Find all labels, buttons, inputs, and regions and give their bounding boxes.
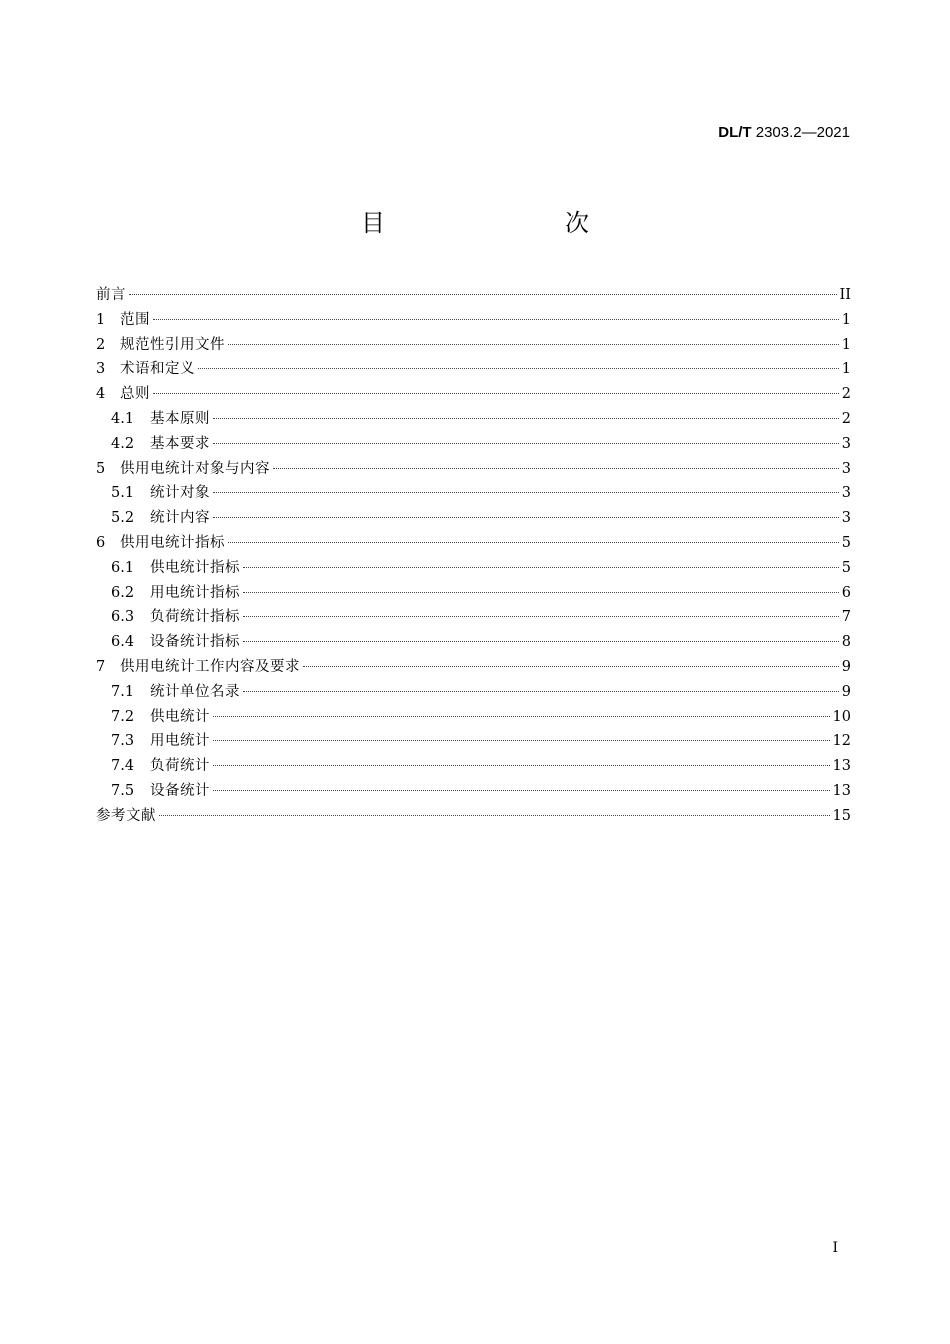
toc-entry-label: 基本要求	[150, 435, 210, 452]
toc-entry-label: 基本原则	[150, 410, 210, 427]
toc-entry[interactable]	[96, 605, 851, 630]
toc-dot-leader	[153, 393, 839, 394]
toc-entry-page: 9	[841, 658, 851, 675]
toc-entry-label: 供电统计	[150, 708, 210, 725]
toc-dot-leader	[243, 641, 839, 642]
toc-dot-leader	[153, 319, 839, 320]
toc-entry-label: 参考文献	[96, 807, 156, 824]
toc-entry-page: 10	[832, 708, 851, 725]
toc-entry-label: 设备统计	[150, 782, 210, 799]
toc-entry-page: 7	[841, 609, 851, 626]
toc-entry[interactable]	[96, 481, 851, 506]
toc-dot-leader	[159, 815, 830, 816]
standard-code-prefix: DL/T	[718, 124, 752, 141]
toc-entry-number: 7.5	[111, 782, 135, 799]
toc-entry-label: 范围	[120, 311, 150, 328]
toc-entry[interactable]	[96, 308, 851, 333]
toc-entry-page: 6	[841, 584, 851, 601]
toc-entry-number: 2	[96, 336, 106, 353]
toc-entry-number: 6.1	[111, 559, 135, 576]
toc-entry-number: 4.1	[111, 410, 135, 427]
toc-entry-label: 负荷统计	[150, 758, 210, 775]
toc-dot-leader	[213, 517, 839, 518]
toc-entry[interactable]	[96, 754, 851, 779]
toc-entry-number: 4.2	[111, 435, 135, 452]
toc-entry-number: 6.4	[111, 634, 135, 651]
toc-dot-leader	[213, 492, 839, 493]
toc-entry[interactable]	[96, 407, 851, 432]
toc-entry-label: 前言	[96, 287, 126, 303]
toc-entry[interactable]	[96, 705, 851, 730]
toc-entry-page: 5	[841, 559, 851, 576]
toc-entry-number: 6.3	[111, 609, 135, 626]
toc-entry-label: 供用电统计指标	[120, 534, 225, 551]
toc-entry-label: 供用电统计对象与内容	[120, 460, 270, 477]
toc-entry[interactable]	[96, 357, 851, 382]
toc-entry[interactable]	[96, 333, 851, 358]
toc-dot-leader	[129, 294, 837, 295]
toc-entry-label: 总则	[120, 386, 150, 403]
toc-entry-number: 6	[96, 534, 106, 551]
toc-entry-page: 3	[841, 435, 851, 452]
toc-entry-label: 负荷统计指标	[150, 609, 240, 626]
toc-entry-page: 13	[832, 758, 851, 775]
toc-entry-page: 1	[841, 311, 851, 328]
toc-entry-label: 统计单位名录	[150, 683, 240, 700]
toc-dot-leader	[243, 616, 839, 617]
toc-entry-label: 用电统计	[150, 733, 210, 750]
toc-dot-leader	[213, 765, 830, 766]
toc-dot-leader	[228, 344, 839, 345]
toc-entry-number: 1	[96, 311, 106, 328]
toc-entry[interactable]	[96, 655, 851, 680]
toc-entry-number: 3	[96, 361, 106, 378]
toc-entry[interactable]	[96, 804, 851, 829]
toc-entry-page: 1	[841, 361, 851, 378]
toc-dot-leader	[303, 666, 839, 667]
toc-entry-number: 7.4	[111, 758, 135, 775]
toc-entry[interactable]	[96, 531, 851, 556]
toc-entry-page: 3	[841, 510, 851, 527]
toc-entry[interactable]	[96, 680, 851, 705]
toc-entry-label: 供用电统计工作内容及要求	[120, 658, 300, 675]
toc-entry-page: 5	[841, 534, 851, 551]
toc-dot-leader	[243, 592, 839, 593]
toc-dot-leader	[273, 468, 839, 469]
standard-code-number: 2303.2—2021	[751, 124, 850, 141]
toc-entry[interactable]	[96, 581, 851, 606]
standard-code	[718, 124, 850, 141]
toc-entry-page: 3	[841, 460, 851, 477]
toc-entry-page: 15	[832, 807, 851, 824]
toc-entry[interactable]	[96, 283, 851, 308]
toc-entry[interactable]	[96, 382, 851, 407]
toc-entry-label: 统计对象	[150, 485, 210, 502]
toc-entry[interactable]	[96, 432, 851, 457]
toc-entry-label: 用电统计指标	[150, 584, 240, 601]
toc-entry-label: 设备统计指标	[150, 634, 240, 651]
toc-entry[interactable]	[96, 556, 851, 581]
toc-entry-number: 5.1	[111, 485, 135, 502]
toc-dot-leader	[213, 790, 830, 791]
toc-entry-label: 统计内容	[150, 510, 210, 527]
toc-dot-leader	[213, 443, 839, 444]
toc-dot-leader	[213, 740, 830, 741]
toc-dot-leader	[213, 716, 830, 717]
table-of-contents	[96, 283, 851, 829]
page-number: I	[832, 1240, 838, 1256]
toc-entry-page: 2	[841, 410, 851, 427]
toc-entry-number: 7.3	[111, 733, 135, 750]
toc-entry-page: 1	[841, 336, 851, 353]
toc-entry[interactable]	[96, 630, 851, 655]
toc-entry-number: 6.2	[111, 584, 135, 601]
page-title: 目 次	[361, 209, 633, 237]
toc-entry-page: 8	[841, 634, 851, 651]
toc-entry[interactable]	[96, 729, 851, 754]
toc-entry-page: 12	[832, 733, 851, 750]
toc-entry-page: 13	[832, 782, 851, 799]
toc-entry[interactable]	[96, 779, 851, 804]
toc-dot-leader	[228, 542, 839, 543]
toc-dot-leader	[243, 567, 839, 568]
toc-dot-leader	[213, 418, 839, 419]
toc-entry-number: 4	[96, 386, 106, 403]
toc-entry-label: 供电统计指标	[150, 559, 240, 576]
toc-dot-leader	[243, 691, 839, 692]
toc-entry[interactable]	[96, 506, 851, 531]
toc-entry-number: 5.2	[111, 510, 135, 527]
toc-entry-number: 7.1	[111, 683, 135, 700]
toc-dot-leader	[198, 368, 839, 369]
toc-entry[interactable]	[96, 457, 851, 482]
toc-entry-label: 规范性引用文件	[120, 336, 225, 353]
toc-entry-number: 5	[96, 460, 106, 477]
toc-entry-page: 2	[841, 386, 851, 403]
toc-entry-page: II	[839, 287, 851, 303]
toc-entry-number: 7.2	[111, 708, 135, 725]
toc-entry-label: 术语和定义	[120, 361, 195, 378]
toc-entry-page: 9	[841, 683, 851, 700]
toc-entry-page: 3	[841, 485, 851, 502]
toc-entry-number: 7	[96, 658, 106, 675]
